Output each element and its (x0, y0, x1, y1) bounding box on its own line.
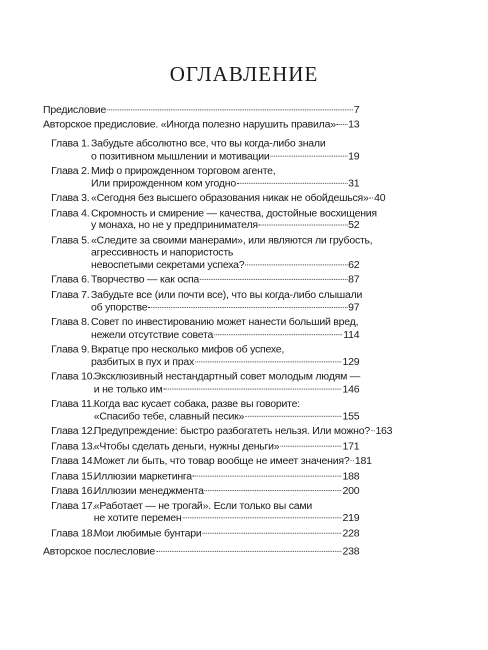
dot-leader (163, 388, 341, 390)
entry-title: не хотите перемен (93, 512, 182, 525)
toc-entry (43, 192, 386, 204)
page-number: 200 (342, 484, 360, 497)
toc-entry (43, 546, 359, 558)
chapter-number: Глава 6. (51, 273, 90, 286)
dot-leader (182, 517, 341, 519)
toc-entry (43, 234, 373, 271)
entry-title-line: Когда вас кусает собака, разве вы говорите: (93, 397, 300, 410)
toc-entry (43, 288, 363, 314)
page-number: 163 (375, 425, 393, 437)
chapter-number: Глава 12. (51, 425, 96, 437)
toc-entry (43, 455, 372, 467)
entry-title: невоспетыми секретами успеха? (91, 258, 245, 271)
entry-title-line: Скромность и смирение — качества, достойные восхищения (91, 207, 377, 219)
table-of-contents (43, 104, 393, 561)
chapter-number: Глава 1. (51, 137, 90, 150)
page-number: 52 (348, 219, 360, 232)
entry-title: Может ли быть, что товар вообще не имеет значения? (93, 455, 350, 467)
dot-leader (237, 182, 347, 184)
toc-entry (43, 119, 359, 131)
toc-entry (43, 343, 359, 368)
chapter-number: Глава 13. (51, 440, 96, 452)
page-number: 238 (342, 545, 360, 558)
entry-title: Авторское предисловие. «Иногда полезно нарушить правила» (43, 118, 336, 131)
toc-entry (43, 138, 359, 163)
entry-title: разбитых в пух и прах (91, 355, 195, 368)
toc-entry (43, 207, 377, 232)
chapter-number: Глава 10. (51, 370, 96, 383)
toc-entry (43, 440, 359, 452)
chapter-number: Глава 15. (51, 470, 96, 482)
chapter-number: Глава 4. (51, 207, 90, 219)
entry-title: об упорстве (91, 301, 148, 313)
page-number: 40 (374, 192, 386, 204)
toc-entry (43, 527, 359, 539)
entry-title-line: «Следите за своими манерами», или являются ли грубость, (91, 234, 373, 247)
chapter-number: Глава 9. (51, 343, 90, 356)
page-title: ОГЛАВЛЕНИЕ (169, 62, 319, 86)
entry-title: «Спасибо тебе, славный песик» (93, 410, 245, 423)
entry-title: Мои любимые бунтари (93, 527, 202, 539)
chapter-number: Глава 2. (51, 164, 90, 177)
dot-leader (245, 264, 347, 266)
entry-title: Предисловие (43, 104, 107, 116)
dot-leader (205, 490, 342, 492)
dot-leader (107, 109, 353, 111)
entry-title: о позитивном мышлении и мотивации (91, 149, 270, 162)
entry-title-line: Вкратце про несколько мифов об успехе, (91, 343, 285, 356)
chapter-number: Глава 14. (51, 455, 96, 467)
dot-leader (245, 415, 342, 417)
dot-leader (371, 430, 375, 432)
dot-leader (280, 445, 341, 447)
toc-entry (43, 500, 359, 525)
entry-title: Предупреждение: быстро разбогатеть нельзя. Или можно? (93, 425, 371, 437)
page-number: 188 (342, 470, 360, 482)
chapter-number: Глава 5. (51, 234, 90, 247)
entry-title: «Сегодня без высшего образования никак не обойдешься» (91, 192, 369, 204)
entry-title-line: «Работает — не трогай». Если только вы сами (93, 499, 313, 512)
toc-entry (43, 371, 359, 396)
entry-title-line: Эксклюзивный нестандартный совет молодым людям — (93, 370, 361, 383)
page-number: 155 (342, 410, 360, 423)
toc-entry (43, 104, 359, 116)
dot-leader (200, 278, 347, 280)
dot-leader (214, 333, 342, 335)
page-number: 129 (342, 355, 360, 368)
chapter-number: Глава 17. (51, 499, 96, 512)
entry-title-line: Забудьте абсолютно все, что вы когда-либо знали (91, 137, 326, 150)
chapter-number: Глава 16. (51, 484, 96, 497)
toc-entry (43, 470, 359, 482)
entry-title: «Чтобы сделать деньги, нужны деньги» (93, 440, 280, 452)
chapter-number: Глава 3. (51, 192, 90, 204)
dot-leader (193, 475, 342, 477)
page-number: 146 (342, 383, 360, 395)
dot-leader (202, 532, 341, 534)
entry-title-line: Забудьте все (или почти все), что вы когда-либо слышали (91, 288, 363, 301)
entry-title: Иллюзии маркетинга (93, 470, 192, 482)
entry-title: нежели отсутствие совета (91, 328, 214, 341)
page-number: 171 (342, 440, 360, 452)
entry-title-line: Миф о прирожденном торговом агенте, (91, 164, 276, 177)
page-number: 97 (348, 301, 360, 313)
dot-leader (370, 197, 374, 199)
dot-leader (148, 306, 347, 308)
dot-leader (270, 154, 347, 156)
entry-title: у монаха, но не у предпринимателя (91, 219, 258, 232)
chapter-number: Глава 8. (51, 316, 90, 328)
chapter-number: Глава 7. (51, 288, 90, 301)
toc-entry (43, 425, 393, 437)
dot-leader (156, 550, 342, 552)
dot-leader (337, 123, 347, 125)
page-number: 219 (342, 512, 360, 525)
entry-title: Авторское послесловие (43, 545, 155, 558)
dot-leader (350, 460, 354, 462)
toc-entry (43, 398, 359, 423)
page-number: 19 (348, 149, 360, 162)
entry-title: Иллюзии менеджмента (93, 484, 204, 497)
chapter-number: Глава 18. (51, 527, 96, 539)
toc-entry (43, 274, 359, 286)
page-number: 87 (348, 273, 360, 286)
page-number: 114 (343, 328, 360, 341)
page-number: 62 (348, 258, 360, 271)
entry-title-line: агрессивность и напористость (91, 246, 234, 259)
entry-title: Творчество — как оспа (91, 273, 200, 286)
page-number: 228 (342, 527, 360, 539)
chapter-number: Глава 11. (51, 397, 95, 410)
page-number: 7 (353, 104, 360, 116)
page-number: 31 (348, 177, 360, 189)
toc-entry (43, 165, 359, 190)
dot-leader (195, 360, 342, 362)
toc-entry (43, 485, 359, 497)
dot-leader (259, 224, 347, 226)
toc-entry (43, 316, 359, 341)
page-number: 13 (348, 118, 360, 131)
entry-title: и не только им (93, 383, 163, 395)
entry-title: Или прирожденном ком угодно (91, 177, 236, 189)
entry-title-line: Совет по инвестированию может нанести больший вред, (91, 316, 359, 328)
page-number: 181 (354, 455, 372, 467)
